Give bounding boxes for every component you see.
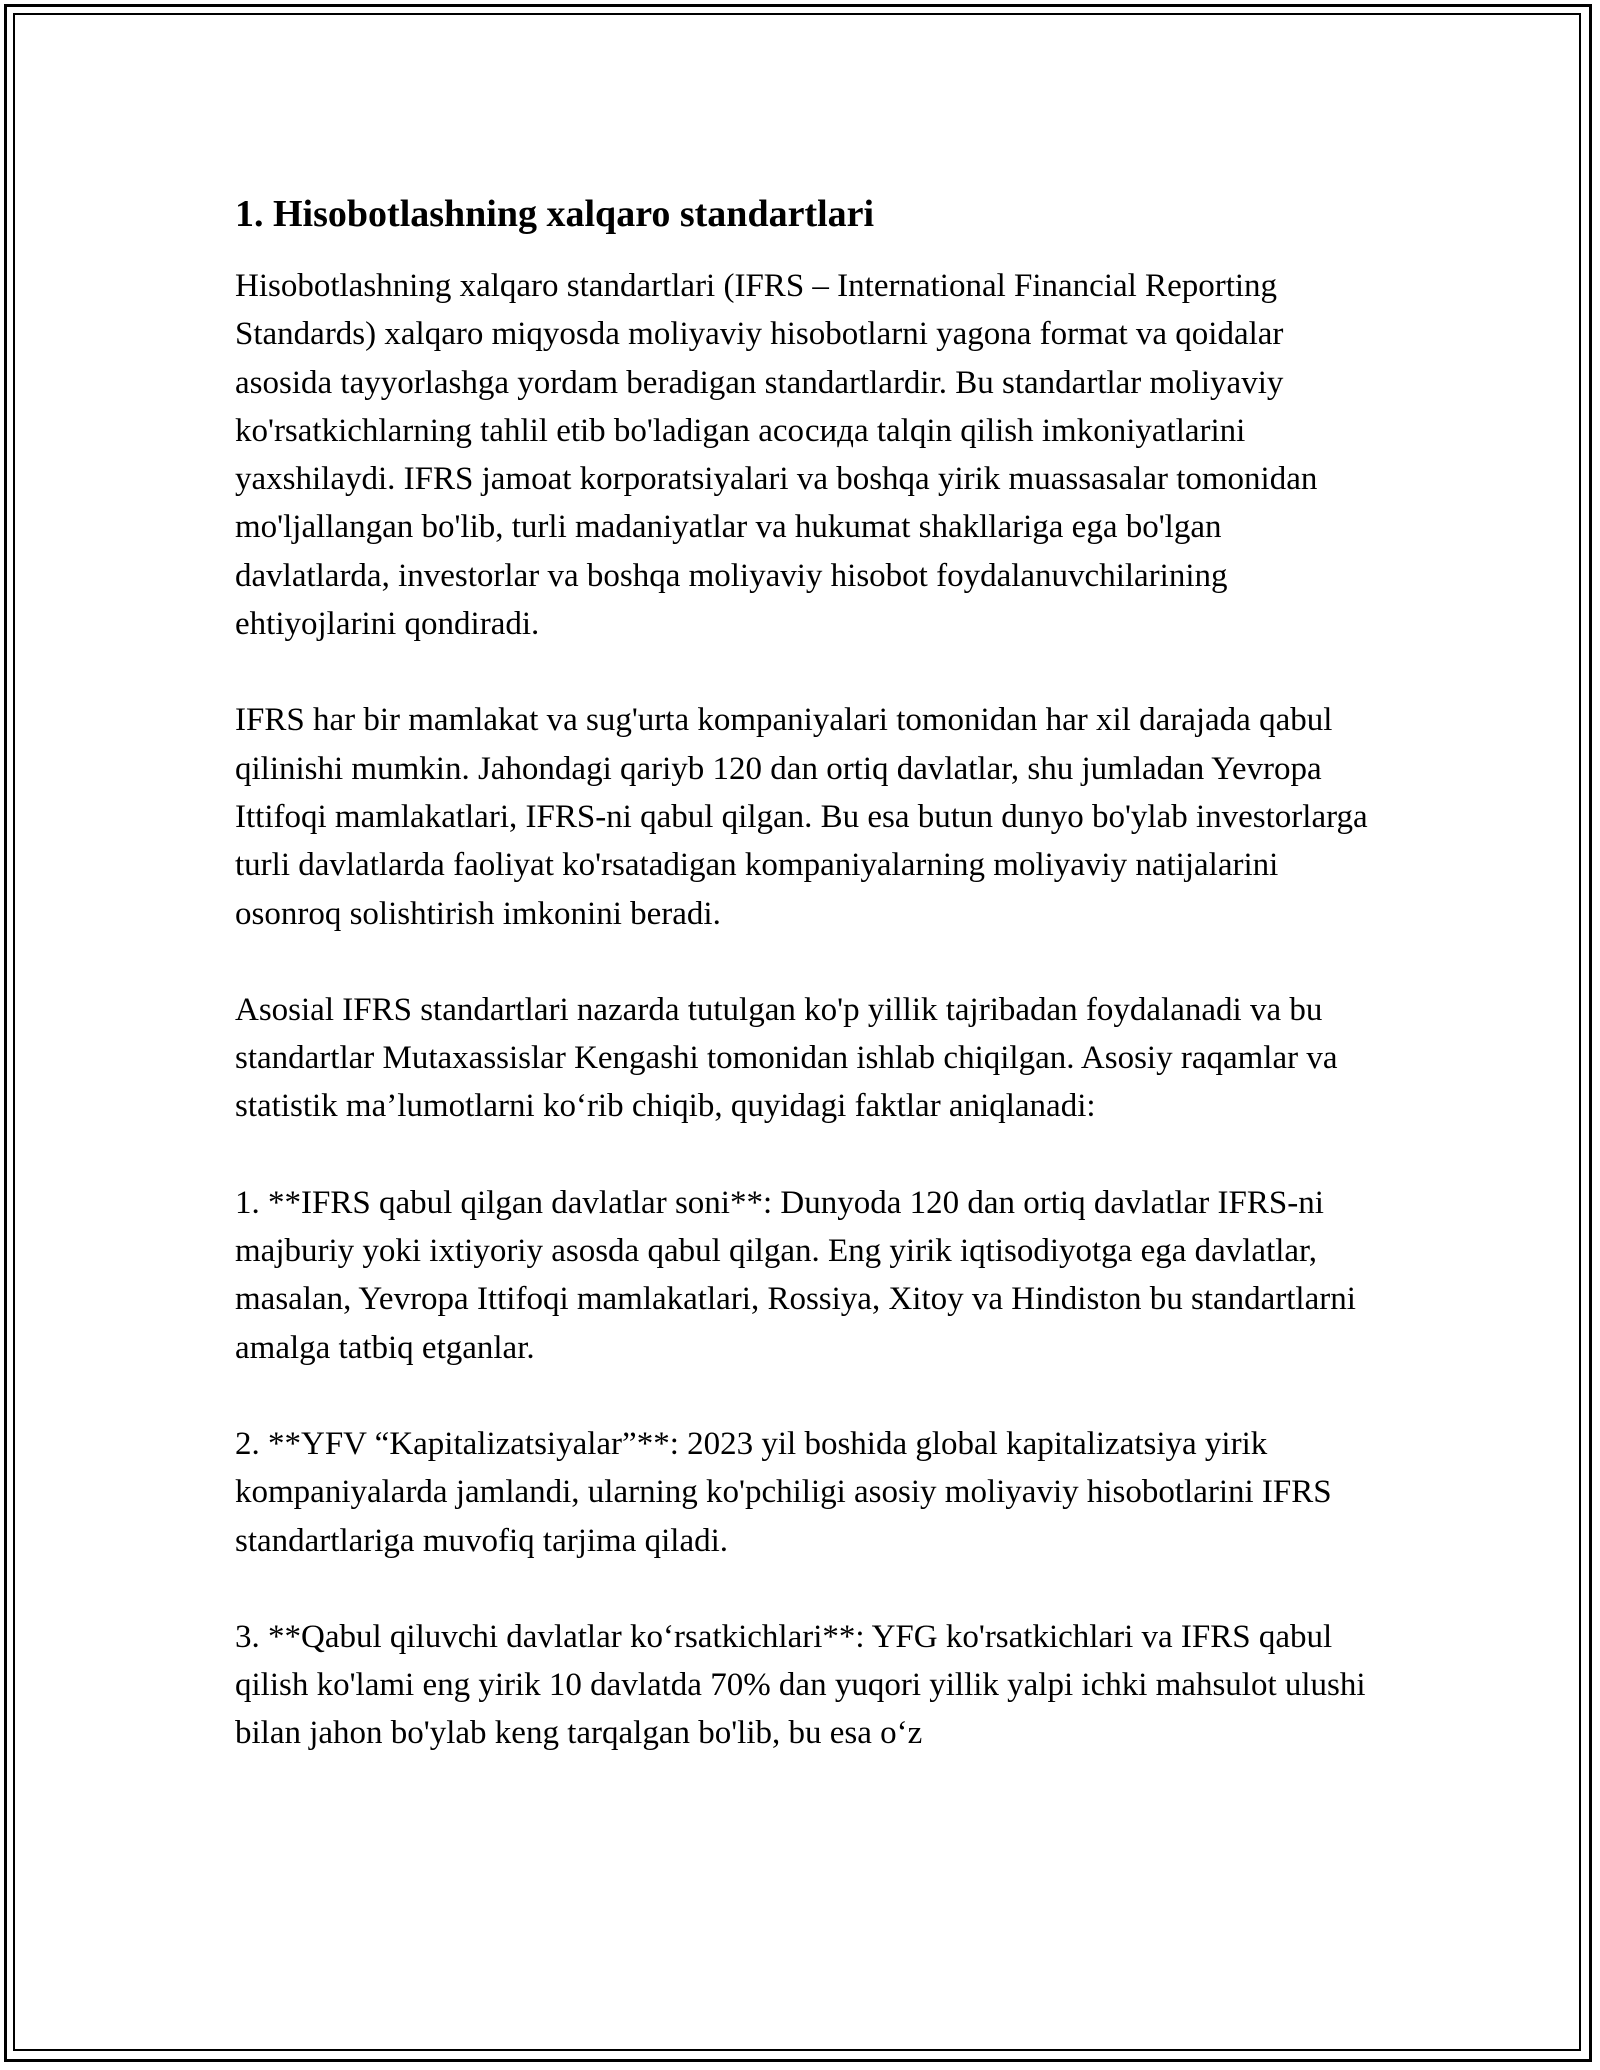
list-item-adopting-countries: 3. **Qabul qiluvchi davlatlar ko‘rsatkichlari**: YFG ko'rsatkichlari va IFRS qabul qilish ko'lami eng yirik 10 davlatda 70% dan yuqori yillik yalpi ichki mahsulot ulushi bilan jahon bo'ylab keng tarqalgan bo'lib, bu esa o‘z (235, 1618, 1366, 1752)
document-body (235, 186, 1380, 1758)
list-item-capitalization: 2. **YFV “Kapitalizatsiyalar”**: 2023 yil boshida global kapitalizatsiya yirik kompaniyalarda jamlandi, ularning ko'pchiligi asosiy moliyaviy hisobotlarini IFRS standartlariga muvofiq tarjima qiladi. (235, 1425, 1332, 1559)
paragraph-ifrs-definition: Hisobotlashning xalqaro standartlari (IFRS – International Financial Reporting Standards) xalqaro miqyosda moliyaviy hisobotlarni yagona format va qoidalar asosida tayyorlashga yordam beradigan standartlardir. Bu standartlar moliyaviy ko'rsatkichlarning tahlil etib bo'ladigan асосида talqin qilish imkoniyatlarini yaxshilaydi. IFRS jamoat korporatsiyalari va boshqa yirik muassasalar tomonidan mo'ljallangan bo'lib, turli madaniyatlar va hukumat shakllariga ega bo'lgan davlatlarda, investorlar va boshqa moliyaviy hisobot foydalanuvchilarining ehtiyojlarini qondiradi. (235, 268, 1318, 643)
list-item-countries-count: 1. **IFRS qabul qilgan davlatlar soni**: Dunyoda 120 dan ortiq davlatlar IFRS-ni majburiy yoki ixtiyoriy asosda qabul qilgan. Eng yirik iqtisodiyotga ega davlatlar, masalan, Yevropa Ittifoqi mamlakatlari, Rossiya, Xitoy va Hindiston bu standartlarni amalga tatbiq etganlar. (235, 1184, 1356, 1366)
paragraph-ifrs-basis: Asosial IFRS standartlari nazarda tutulgan ko'p yillik tajribadan foydalanadi va bu standartlar Mutaxassislar Kengashi tomonidan ishlab chiqilgan. Asosiy raqamlar va statistik ma’lumotlarni ko‘rib chiqib, quyidagi faktlar aniqlanadi: (235, 991, 1338, 1125)
paragraph-ifrs-adoption: IFRS har bir mamlakat va sug'urta kompaniyalari tomonidan har xil darajada qabul qilinishi mumkin. Jahondagi qariyb 120 dan ortiq davlatlar, shu jumladan Yevropa Ittifoqi mamlakatlari, IFRS-ni qabul qilgan. Bu esa butun dunyo bo'ylab investorlarga turli davlatlarda faoliyat ko'rsatadigan kompaniyalarning moliyaviy natijalarini osonroq solishtirish imkonini beradi. (235, 702, 1368, 932)
section-title: 1. Hisobotlashning xalqaro standartlari (235, 193, 875, 235)
